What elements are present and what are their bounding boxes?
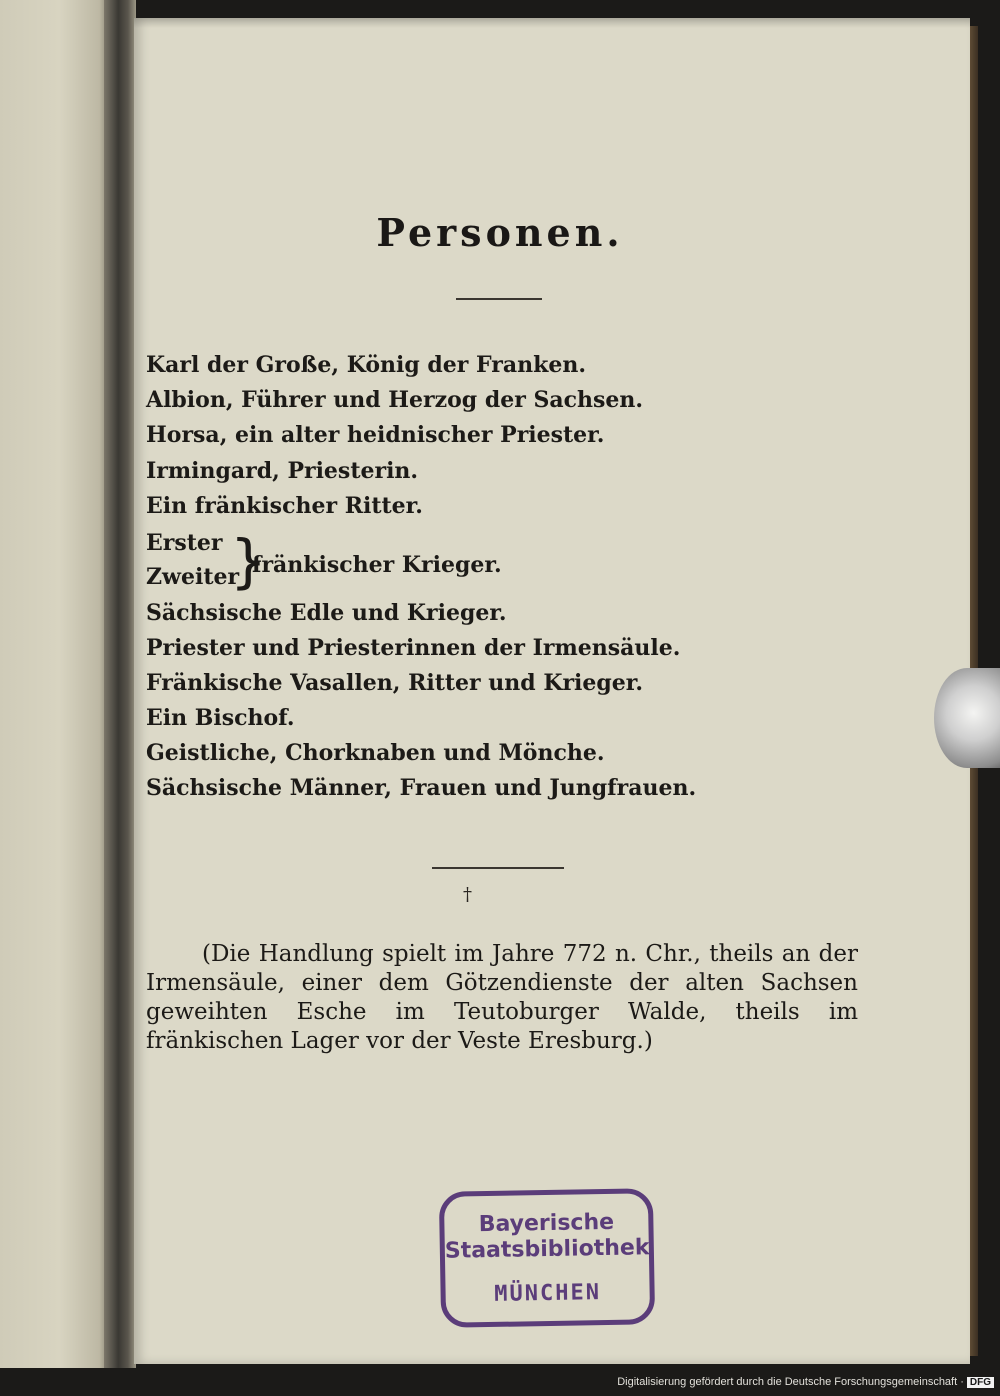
digitization-credit — [617, 1376, 994, 1388]
title-divider — [456, 298, 542, 300]
facing-page — [0, 0, 108, 1368]
paired-entry-second: Zweiter — [146, 564, 240, 590]
stamp-line-1: Bayerische — [478, 1209, 615, 1238]
credit-text: Digitalisierung gefördert durch die Deutsche Forschungsgemeinschaft · — [617, 1376, 964, 1388]
paired-entry-shared: fränkischer Krieger. — [252, 552, 502, 578]
setting-note: (Die Handlung spielt im Jahre 772 n. Chr., theils an der Irmensäule, einer dem Götzendienste der alten Sachsen geweihten Esche im Teutoburger Walde, theils im fränkischen Lager vor der Veste Eresburg.) — [146, 941, 858, 1054]
character-entry: Ein fränkischer Ritter. — [146, 493, 423, 519]
character-entry: Irmingard, Priesterin. — [146, 458, 419, 484]
page-shadow — [134, 18, 970, 28]
dagger-mark: † — [463, 884, 472, 905]
library-stamp — [439, 1188, 655, 1328]
book-gutter — [104, 0, 136, 1368]
dfg-logo: DFG — [967, 1377, 994, 1388]
character-entry: Sächsische Edle und Krieger. — [146, 600, 507, 626]
character-entry: Horsa, ein alter heidnischer Priester. — [146, 422, 605, 448]
section-divider — [432, 867, 564, 869]
brace-icon: } — [230, 527, 267, 595]
character-entry: Sächsische Männer, Frauen und Jungfrauen. — [146, 775, 697, 801]
page-title: Personen. — [376, 210, 624, 255]
character-entry: Geistliche, Chorknaben und Mönche. — [146, 740, 605, 766]
page-clip — [934, 668, 1000, 768]
character-entry: Fränkische Vasallen, Ritter und Krieger. — [146, 670, 643, 696]
stamp-line-3: MÜNCHEN — [494, 1280, 602, 1307]
character-entry: Ein Bischof. — [146, 705, 295, 731]
character-entry: Karl der Große, König der Franken. — [146, 352, 586, 378]
paired-entry-first: Erster — [146, 530, 223, 556]
character-entry: Priester und Priesterinnen der Irmensäule. — [146, 635, 681, 661]
character-entry: Albion, Führer und Herzog der Sachsen. — [146, 387, 644, 413]
stamp-line-2: Staatsbibliothek — [444, 1235, 650, 1264]
